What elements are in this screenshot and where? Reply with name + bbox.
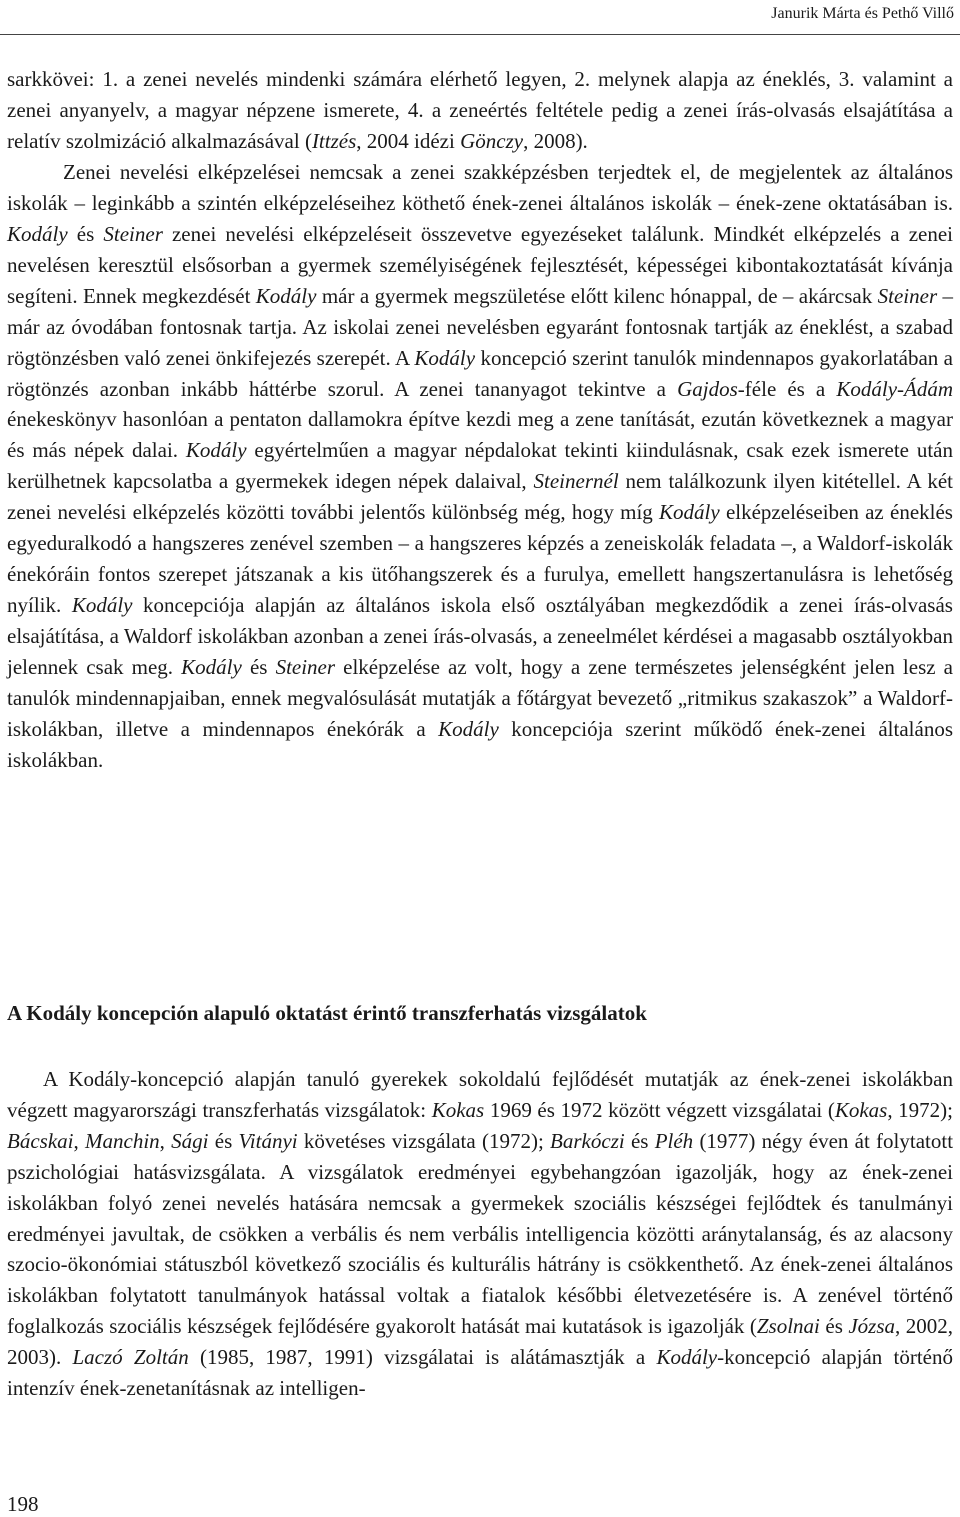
- author-name: Sági: [171, 1128, 209, 1153]
- text-run: egyértelműen a magyar népdalokat tekinti kiindulásnak, csak ezek ismerete után kerülhetnek kapcsolatba a gyermekek idegen népek dalaival,: [7, 438, 953, 494]
- text-run: már a gyermek megszületése előtt kilenc hónappal, de – akárcsak: [316, 283, 878, 308]
- text-run: (1985, 1987, 1991) vizsgálatai is alátámasztják a: [188, 1345, 657, 1370]
- page-number: 198: [7, 1492, 39, 1516]
- text-run: -koncepció alapján történő intenzív ének-zenetanításnak az intelligen-: [7, 1345, 953, 1401]
- paragraph-2: [7, 157, 953, 776]
- author-name: Kodály-Ádám: [836, 376, 954, 401]
- text-run: és: [67, 221, 104, 246]
- author-name: Bácskai: [7, 1128, 74, 1153]
- author-name: Kokas: [431, 1097, 485, 1122]
- text-run: követéses vizsgálata (1972);: [297, 1128, 551, 1153]
- author-name: Steinernél: [533, 469, 619, 494]
- running-header: Janurik Márta és Pethő Villő: [771, 5, 954, 22]
- text-run: koncepciója szerint működő ének-zenei általános iskolákban.: [7, 717, 953, 772]
- text-run: koncepció szerint tanulók mindennapos gyakorlatában a rögtönzés azonban inkább háttérbe szorul. A zenei tananyagot tekintve a: [7, 345, 953, 401]
- text-run: zenei nevelési elképzeléseit összevetve egyezéseket találunk. Mindkét elképzelés a zenei nevelésen keresztül elsősorban a gyermek személyiségének fejlesztését, képességei kibontakoztatását kívánja segíteni. Ennek megkezdését: [7, 221, 953, 308]
- body-text-section-1: [7, 64, 953, 776]
- paragraph-3: [7, 1064, 953, 1404]
- text-run: A Kodály-koncepció alapján tanuló gyerekek sokoldalú fejlődését mutatják az ének-zenei iskolákban végzett magyarországi transzferhatás vizsgálatok:: [7, 1067, 953, 1122]
- text-run: és: [208, 1128, 239, 1153]
- paragraph-1: [7, 64, 953, 157]
- author-name: Józsa: [848, 1314, 896, 1339]
- author-name: Kodály: [7, 221, 68, 246]
- author-name: Pléh: [654, 1128, 694, 1153]
- header-divider: [0, 34, 960, 35]
- text-run: koncepciója alapján az általános iskola első osztályában megkezdődik a zenei írás-olvasás elsajátítása, a Waldorf iskolákban azonban a zenei írás-olvasás, a zeneelmélet kérdései a magasabb osztályokban jelennek csak meg.: [7, 593, 953, 680]
- text-run: és: [819, 1314, 849, 1339]
- author-name: Kodály: [181, 655, 242, 680]
- text-run: , 2004 idézi: [356, 128, 461, 153]
- text-run: és: [624, 1128, 655, 1153]
- text-run: sarkkövei: 1. a zenei nevelés mindenki számára elérhető legyen, 2. melynek alapja az éneklés, 3. valamint a zenei anyanyelv, a magyar népzene ismerete, 4. a zeneértés feltétele pedig a zenei írás-olvasás elsajátítása a relatív szolmizáció alkalmazásával (: [7, 67, 953, 153]
- author-name: Kodály: [656, 1345, 718, 1370]
- author-name: Kodály: [659, 500, 720, 525]
- text-run: , 1972);: [887, 1097, 954, 1122]
- text-run: (1977) négy éven át folytatott pszichológiai hatásvizsgálata. A vizsgálatok eredményei egybehangzóan igazolják, hogy az ének-zenei iskolákban folyó zenei nevelés hatására nemcsak a gyermekek szociális készségei fejlődtek és tanulmányi eredményei javultak, de csökken a verbális és nem verbális intelligencia közötti aránytalanság, és az alacsony szocio-ökonómiai státuszból következő szociális és kulturális hátrány is csökkenthető. Az ének-zenei általános iskolákban folytatott tanulmányok hatással voltak a fiatalok későbbi életvezetésére is. A zenével történő foglalkozás szociális készségek fejlődésére gyakorolt hatását mai kutatások is igazolják (: [7, 1128, 954, 1339]
- author-name: Vitányi: [238, 1128, 298, 1153]
- author-name: Kokas: [834, 1097, 888, 1122]
- body-text-section-2: [7, 1064, 953, 1404]
- text-run: ,: [73, 1128, 85, 1153]
- author-name: Ittzés: [311, 128, 357, 153]
- text-run: és: [241, 655, 276, 680]
- author-name: Kodály: [438, 717, 499, 742]
- text-run: elképzeléseiben az éneklés egyeduralkodó a hangszeres zenével szemben – a hangszeres képzés a zeneiskolák feladata –, a Waldorf-iskolák énekóráin fontos szerepet játszanak a kis ütőhangszerek és a furulya, emellett hangszertanulásra is lehetőség nyílik.: [7, 500, 953, 618]
- text-run: 1969 és 1972 között végzett vizsgálatai (: [484, 1097, 835, 1122]
- author-name: Steiner: [275, 655, 336, 680]
- text-run: Zenei nevelési elképzelései nemcsak a zenei szakképzésben terjedtek el, de megjelentek az általános iskolák – leginkább a szintén elképzeléseihez köthető ének-zenei általános iskolák – ének-zene oktatásában is.: [7, 159, 953, 215]
- text-run: énekeskönyv hasonlóan a pentaton dallamokra építve kezdi meg a zene tanítását, ezután következnek a magyar és más népek dalai.: [7, 407, 953, 463]
- author-name: Manchin: [85, 1128, 160, 1153]
- text-run: ,: [159, 1128, 172, 1153]
- text-run: elképzelése az volt, hogy a zene természetes jelenségként jelen lesz a tanulók mindennapjaiban, ennek megvalósulását mutatják a főtárgyat bevezető „ritmikus szakaszok” a Waldorf-iskolákban, illetve a mindennapos énekórák a: [7, 655, 954, 742]
- author-name: Barkóczi: [550, 1128, 625, 1153]
- text-run: -féle és a: [737, 376, 837, 401]
- text-run: , 2008).: [523, 128, 588, 153]
- author-name: Gajdos: [677, 376, 738, 401]
- author-name: Kodály: [71, 593, 133, 618]
- text-run: nem találkozunk ilyen kitétellel. A két zenei nevelési elképzelés közötti további jelentős különbség még, hogy míg: [7, 469, 953, 525]
- author-name: Zsolnai: [756, 1314, 820, 1339]
- author-name: Kodály: [255, 283, 317, 308]
- text-run: – már az óvodában fontosnak tartja. Az iskolai zenei nevelésben egyaránt fontosnak tartják az éneklést, a szabad rögtönzésben való zenei önkifejezés szerepét. A: [7, 283, 954, 370]
- author-name: Laczó Zoltán: [72, 1345, 189, 1370]
- author-name: Steiner: [877, 283, 938, 308]
- author-name: Gönczy: [460, 128, 524, 153]
- section-heading: A Kodály koncepción alapuló oktatást érintő transzferhatás vizsgálatok: [7, 1001, 647, 1025]
- author-name: Steiner: [103, 221, 163, 246]
- author-name: Kodály: [185, 438, 247, 463]
- author-name: Kodály: [414, 345, 476, 370]
- text-run: , 2002, 2003).: [7, 1314, 953, 1370]
